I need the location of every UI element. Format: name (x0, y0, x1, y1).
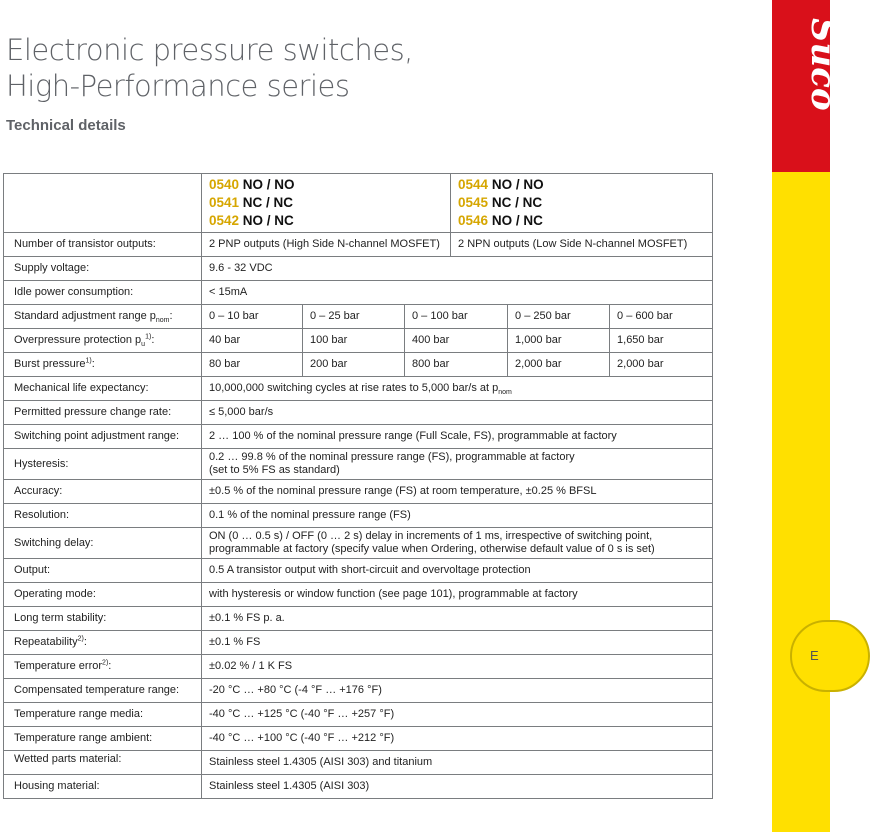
row-switching-point-range (4, 425, 713, 449)
row-label: Switching point adjustment range: (4, 425, 202, 449)
row-label: Idle power consumption: (4, 281, 202, 305)
row-label: Wetted parts material: (4, 751, 202, 775)
section-tab-e[interactable] (790, 620, 870, 692)
burst-250: 2,000 bar (508, 353, 610, 377)
model-0541: 0541 NC / NC (209, 195, 294, 210)
range-600: 0 – 600 bar (610, 305, 713, 329)
page-title (6, 32, 413, 104)
overpressure-25: 100 bar (303, 329, 405, 353)
row-temp-media (4, 703, 713, 727)
row-temp-ambient (4, 727, 713, 751)
row-label: Operating mode: (4, 583, 202, 607)
row-output (4, 559, 713, 583)
range-10: 0 – 10 bar (202, 305, 303, 329)
row-value: -40 °C … +100 °C (-40 °F … +212 °F) (202, 727, 713, 751)
range-25: 0 – 25 bar (303, 305, 405, 329)
row-value: ±0.02 % / 1 K FS (202, 655, 713, 679)
header-empty-cell (4, 174, 202, 233)
row-label: Permitted pressure change rate: (4, 401, 202, 425)
row-value: ±0.1 % FS p. a. (202, 607, 713, 631)
row-adjustment-range (4, 305, 713, 329)
row-label: Number of transistor outputs: (4, 233, 202, 257)
row-repeatability (4, 631, 713, 655)
row-label: Housing material: (4, 775, 202, 799)
row-label: Switching delay: (4, 528, 202, 559)
row-value: 9.6 - 32 VDC (202, 257, 713, 281)
overpressure-250: 1,000 bar (508, 329, 610, 353)
overpressure-600: 1,650 bar (610, 329, 713, 353)
model-0545: 0545 NC / NC (458, 195, 543, 210)
row-value: 0.1 % of the nominal pressure range (FS) (202, 504, 713, 528)
row-label: Temperature error$^{2)}$: (4, 655, 202, 679)
row-resolution (4, 504, 713, 528)
row-value: ±0.1 % FS (202, 631, 713, 655)
row-label: Overpressure protection $p_u^{1)}$: (4, 329, 202, 353)
row-value: ON (0 … 0.5 s) / OFF (0 … 2 s) delay in increments of 1 ms, irrespective of switching point, programmable at factory (specify value when Ordering, otherwise default value of 0 s is set) (202, 528, 713, 559)
row-label: Accuracy: (4, 480, 202, 504)
row-value-pnp: 2 PNP outputs (High Side N-channel MOSFET) (202, 233, 451, 257)
model-0540: 0540 NO / NO (209, 177, 295, 192)
suco-logo (778, 10, 843, 120)
technical-details-table (3, 173, 713, 799)
model-group-b (451, 174, 713, 233)
row-value: 2 … 100 % of the nominal pressure range (Full Scale, FS), programmable at factory (202, 425, 713, 449)
row-label: Repeatability$^{2)}$: (4, 631, 202, 655)
row-value: with hysteresis or window function (see page 101), programmable at factory (202, 583, 713, 607)
burst-10: 80 bar (202, 353, 303, 377)
row-value: Stainless steel 1.4305 (AISI 303) (202, 775, 713, 799)
row-value: 0.5 A transistor output with short-circuit and overvoltage protection (202, 559, 713, 583)
row-transistor-outputs (4, 233, 713, 257)
row-value: -20 °C … +80 °C (-4 °F … +176 °F) (202, 679, 713, 703)
row-accuracy (4, 480, 713, 504)
row-label: Burst pressure$^{1)}$: (4, 353, 202, 377)
row-long-term-stability (4, 607, 713, 631)
row-label: Hysteresis: (4, 449, 202, 480)
model-0542: 0542 NO / NC (209, 213, 294, 228)
model-group-a (202, 174, 451, 233)
row-label: Supply voltage: (4, 257, 202, 281)
title-line-1: Electronic pressure switches, (6, 33, 413, 67)
row-compensated-temp (4, 679, 713, 703)
suco-logo-text: Suco (803, 18, 843, 111)
row-supply-voltage (4, 257, 713, 281)
model-header-row (4, 174, 713, 233)
row-label: Temperature range media: (4, 703, 202, 727)
burst-100: 800 bar (405, 353, 508, 377)
row-value: ±0.5 % of the nominal pressure range (FS) at room temperature, ±0.25 % BFSL (202, 480, 713, 504)
row-hysteresis (4, 449, 713, 480)
row-value: 10,000,000 switching cycles at rise rates to 5,000 bar/s at $p_{nom}$ (202, 377, 713, 401)
row-label: Long term stability: (4, 607, 202, 631)
section-tab-label: E (810, 648, 819, 663)
model-0546: 0546 NO / NC (458, 213, 543, 228)
overpressure-100: 400 bar (405, 329, 508, 353)
row-temperature-error (4, 655, 713, 679)
row-operating-mode (4, 583, 713, 607)
row-label: Mechanical life expectancy: (4, 377, 202, 401)
burst-600: 2,000 bar (610, 353, 713, 377)
burst-25: 200 bar (303, 353, 405, 377)
row-value: -40 °C … +125 °C (-40 °F … +257 °F) (202, 703, 713, 727)
range-250: 0 – 250 bar (508, 305, 610, 329)
range-100: 0 – 100 bar (405, 305, 508, 329)
row-label: Compensated temperature range: (4, 679, 202, 703)
overpressure-10: 40 bar (202, 329, 303, 353)
row-value: Stainless steel 1.4305 (AISI 303) and titanium (202, 751, 713, 775)
row-value-npn: 2 NPN outputs (Low Side N-channel MOSFET) (451, 233, 713, 257)
row-overpressure (4, 329, 713, 353)
title-line-2: High-Performance series (6, 69, 350, 103)
row-value: < 15mA (202, 281, 713, 305)
row-pressure-change-rate (4, 401, 713, 425)
page-subtitle: Technical details (6, 117, 126, 134)
row-switching-delay (4, 528, 713, 559)
row-housing (4, 775, 713, 799)
row-label: Temperature range ambient: (4, 727, 202, 751)
row-label: Standard adjustment range $p_{nom}$: (4, 305, 202, 329)
brand-sidebar-yellow (772, 172, 830, 832)
row-label: Output: (4, 559, 202, 583)
model-0544: 0544 NO / NO (458, 177, 544, 192)
row-wetted-parts (4, 751, 713, 775)
row-mechanical-life (4, 377, 713, 401)
row-label: Resolution: (4, 504, 202, 528)
row-idle-power (4, 281, 713, 305)
row-burst-pressure (4, 353, 713, 377)
row-value: ≤ 5,000 bar/s (202, 401, 713, 425)
row-value: 0.2 … 99.8 % of the nominal pressure range (FS), programmable at factory (set to 5% FS as standard) (202, 449, 713, 480)
